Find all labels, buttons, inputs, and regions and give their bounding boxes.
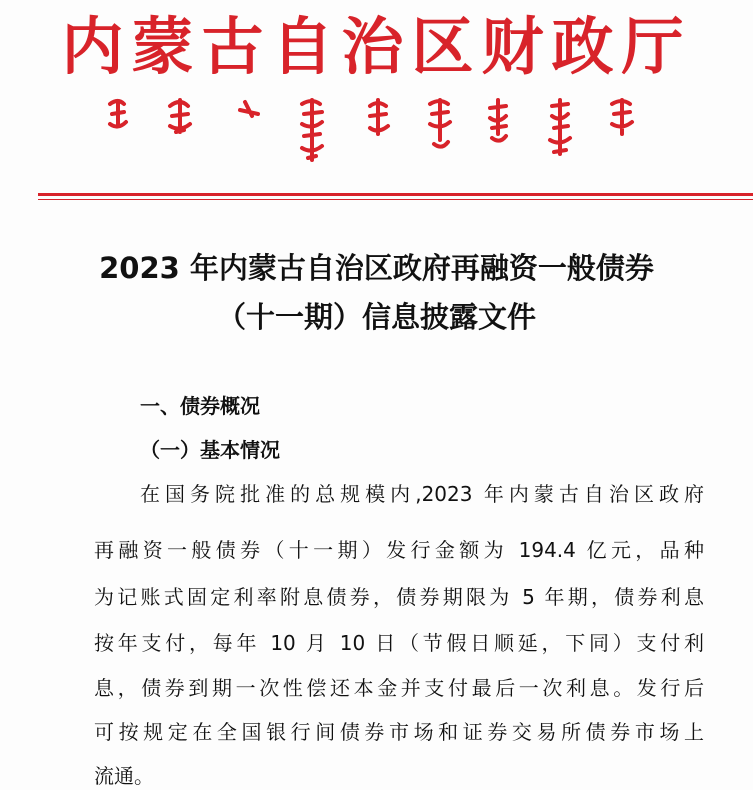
- paragraph-line: 在国务院批准的总规模内,2023 年内蒙古自治区政府: [140, 482, 704, 506]
- document-title-line-1: 2023 年内蒙古自治区政府再融资一般债券: [99, 251, 654, 285]
- subsection-heading: （一）基本情况: [140, 438, 280, 462]
- mongolian-script-graphic: [100, 96, 680, 172]
- section-heading: 一、债券概况: [140, 394, 260, 418]
- paragraph-line: 息，债券到期一次性偿还本金并支付最后一次利息。发行后: [94, 676, 704, 700]
- masthead-red-rule: [38, 193, 753, 196]
- paragraph-line: 按年支付，每年 10 月 10 日（节假日顺延，下同）支付利: [94, 631, 704, 655]
- paragraph-line: 为记账式固定利率附息债券，债券期限为 5 年期，债券利息: [94, 585, 704, 609]
- masthead-red-rule-thin: [38, 199, 753, 200]
- masthead-org-name: 内蒙古自治区财政厅: [61, 10, 692, 83]
- paragraph-line: 再融资一般债券（十一期）发行金额为 194.4 亿元，品种: [94, 538, 704, 562]
- paragraph-line: 流通。: [94, 764, 154, 788]
- document-title-line-2: （十一期）信息披露文件: [216, 300, 536, 334]
- mongolian-script-masthead: [100, 96, 680, 172]
- paragraph-line: 可按规定在全国银行间债券市场和证券交易所债券市场上: [94, 720, 704, 744]
